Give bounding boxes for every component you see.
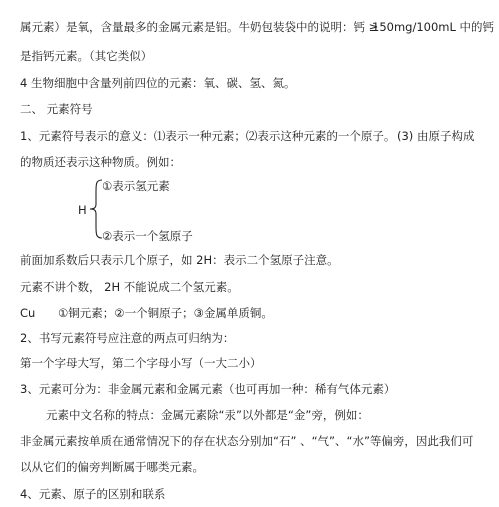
text-line-15: 以从它们的偏旁判断属于哪类元素。 — [20, 460, 204, 474]
text-line-8: 元素不讲个数， 2H 不能说成二个氢元素。 — [20, 280, 239, 294]
text-line-16: 4、元素、原子的区别和联系 — [20, 487, 166, 501]
section-heading-element-symbol: 二、 元素符号 — [20, 102, 93, 116]
text-line-9b: ①铜元素；②一个铜原子；③金属单质铜。 — [58, 306, 273, 320]
text-line-3: 4 生物细胞中含量列前四位的元素：氧、碳、氢、氮。 — [20, 76, 296, 90]
text-line-2: 是指钙元素。（其它类似） — [20, 49, 153, 63]
text-line-12: 3、元素可分为：非金属元素和金属元素（也可再加一种：稀有气体元素） — [20, 382, 396, 396]
text-line-9a: Cu — [20, 306, 36, 320]
text-line-14: 非金属元素按单质在通常情况下的存在状态分别加“石” 、“气”、“水”等偏旁，因此我们可 — [20, 434, 474, 448]
text-line-13: 元素中文名称的特点：金属元素除“汞”以外都是“金”旁，例如： — [46, 408, 369, 422]
text-line-5a: 1、元素符号表示的意义：⑴表示一种元素；⑵表示这种元素的一个原子。 — [20, 129, 396, 143]
text-line-1b: 150mg/100mL 中的钙 — [372, 20, 495, 34]
h-symbol: H — [78, 203, 87, 217]
text-line-7: 前面加系数后只表示几个原子，如 2H：表示二个氢原子注意。 — [20, 253, 339, 267]
h-meaning-2: ②表示一个氢原子 — [102, 229, 193, 243]
text-line-5b: (3) 由原子构成 — [397, 129, 475, 143]
text-line-6: 的物质还表示这种物质。例如： — [20, 155, 181, 169]
text-line-11: 第一个字母大写，第二个字母小写（一大二小） — [20, 356, 262, 370]
h-meaning-1: ①表示氢元素 — [102, 179, 170, 193]
text-line-1a: 属元素）是氧，含量最多的金属元素是铝。牛奶包装袋中的说明：钙 ≥ — [20, 20, 379, 34]
text-line-10: 2、书写元素符号应注意的两点可归纳为： — [20, 331, 235, 345]
